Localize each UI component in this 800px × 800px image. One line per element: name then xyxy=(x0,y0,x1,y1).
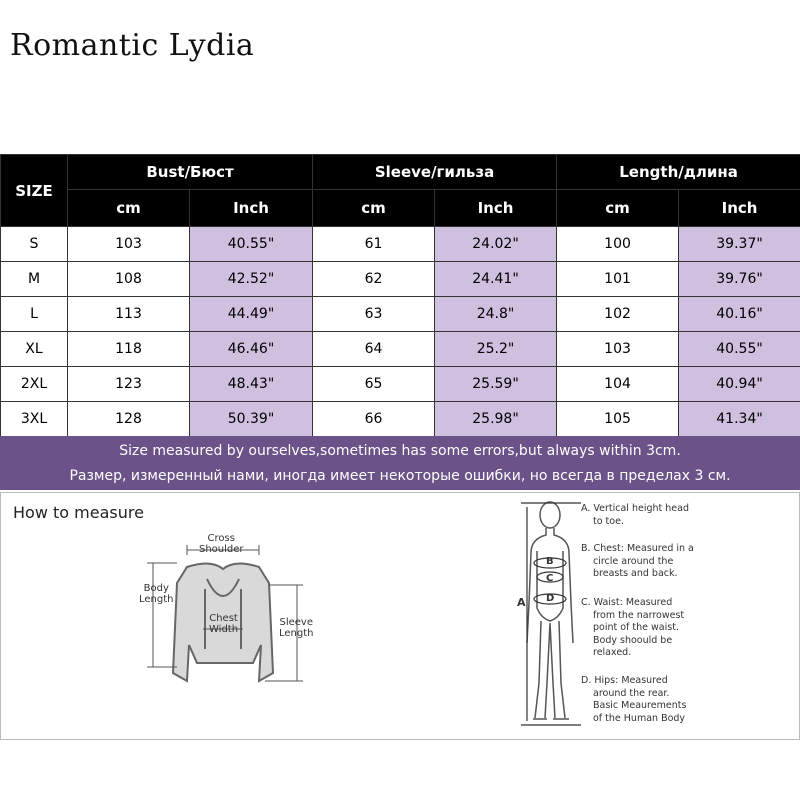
bust-inch-cell: 40.55" xyxy=(190,227,313,262)
sleeve-cm-cell: 65 xyxy=(313,367,435,402)
sleeve-cm-cell: 66 xyxy=(313,402,435,437)
note-russian: Размер, измеренный нами, иногда имеет некоторые ошибки, но всегда в пределах 3 см. xyxy=(69,468,731,484)
size-cell: XL xyxy=(1,332,68,367)
length-inch-cell: 40.94" xyxy=(679,367,800,402)
bust-header: Bust/Бюст xyxy=(68,155,313,190)
length-inch-cell: 39.37" xyxy=(679,227,800,262)
note-english: Size measured by ourselves,sometimes has some errors,but always within 3cm. xyxy=(119,443,681,459)
chest-width-label: Chest Width xyxy=(209,613,239,635)
table-row xyxy=(1,332,800,367)
size-cell: 3XL xyxy=(1,402,68,437)
sleeve-cm-header: cm xyxy=(313,190,435,227)
table-row xyxy=(1,297,800,332)
sleeve-cm-cell: 64 xyxy=(313,332,435,367)
sleeve-inch-cell: 25.98" xyxy=(435,402,557,437)
sleeve-inch-cell: 25.2" xyxy=(435,332,557,367)
bust-inch-cell: 48.43" xyxy=(190,367,313,402)
size-cell: 2XL xyxy=(1,367,68,402)
marker-a: A xyxy=(517,596,526,609)
length-inch-cell: 39.76" xyxy=(679,262,800,297)
length-inch-cell: 41.34" xyxy=(679,402,800,437)
length-header: Length/длина xyxy=(557,155,800,190)
length-cm-header: cm xyxy=(557,190,679,227)
sleeve-cm-cell: 61 xyxy=(313,227,435,262)
bust-cm-cell: 108 xyxy=(68,262,190,297)
length-cm-cell: 100 xyxy=(557,227,679,262)
table-row xyxy=(1,367,800,402)
bust-cm-cell: 103 xyxy=(68,227,190,262)
marker-b: B xyxy=(546,556,554,567)
human-body-figure-icon xyxy=(527,502,573,719)
length-cm-cell: 102 xyxy=(557,297,679,332)
size-cell: M xyxy=(1,262,68,297)
length-inch-header: Inch xyxy=(679,190,800,227)
length-cm-cell: 103 xyxy=(557,332,679,367)
bust-cm-header: cm xyxy=(68,190,190,227)
bust-inch-cell: 50.39" xyxy=(190,402,313,437)
bust-inch-cell: 42.52" xyxy=(190,262,313,297)
sleeve-inch-cell: 24.02" xyxy=(435,227,557,262)
length-cm-cell: 105 xyxy=(557,402,679,437)
bust-cm-cell: 128 xyxy=(68,402,190,437)
length-cm-cell: 104 xyxy=(557,367,679,402)
how-to-measure-title: How to measure xyxy=(13,503,144,522)
measurement-note xyxy=(0,436,800,490)
sleeve-inch-cell: 24.8" xyxy=(435,297,557,332)
size-cell: L xyxy=(1,297,68,332)
bust-cm-cell: 118 xyxy=(68,332,190,367)
bust-cm-cell: 113 xyxy=(68,297,190,332)
sleeve-length-label: Sleeve Length xyxy=(279,617,314,639)
table-row xyxy=(1,262,800,297)
length-cm-cell: 101 xyxy=(557,262,679,297)
sleeve-inch-cell: 25.59" xyxy=(435,367,557,402)
bust-inch-header: Inch xyxy=(190,190,313,227)
brand-logo-text: Romantic Lydia xyxy=(10,28,255,63)
bust-inch-cell: 46.46" xyxy=(190,332,313,367)
desc-d: D. Hips: Measured around the rear. Basic Meaurements of the Human Body xyxy=(581,675,687,724)
sleeve-cm-cell: 62 xyxy=(313,262,435,297)
cross-shoulder-label: Cross Shoulder xyxy=(199,533,244,555)
length-inch-cell: 40.16" xyxy=(679,297,800,332)
sleeve-inch-header: Inch xyxy=(435,190,557,227)
size-cell: S xyxy=(1,227,68,262)
desc-c: C. Waist: Measured from the narrowest point of the waist. Body shoould be relaxed. xyxy=(581,597,685,658)
bust-cm-cell: 123 xyxy=(68,367,190,402)
sleeve-cm-cell: 63 xyxy=(313,297,435,332)
marker-c: C xyxy=(546,573,554,584)
length-inch-cell: 40.55" xyxy=(679,332,800,367)
sleeve-header: Sleeve/гильза xyxy=(313,155,557,190)
size-chart-table xyxy=(0,154,800,437)
how-to-measure-panel xyxy=(0,492,800,740)
size-header: SIZE xyxy=(1,155,68,227)
table-row xyxy=(1,227,800,262)
sleeve-inch-cell: 24.41" xyxy=(435,262,557,297)
desc-b: B. Chest: Measured in a circle around the breasts and back. xyxy=(581,543,694,579)
body-length-label: Body Length xyxy=(139,583,174,605)
table-row xyxy=(1,402,800,437)
marker-d: D xyxy=(546,593,555,604)
desc-a: A. Vertical height head to toe. xyxy=(581,503,689,527)
bust-inch-cell: 44.49" xyxy=(190,297,313,332)
